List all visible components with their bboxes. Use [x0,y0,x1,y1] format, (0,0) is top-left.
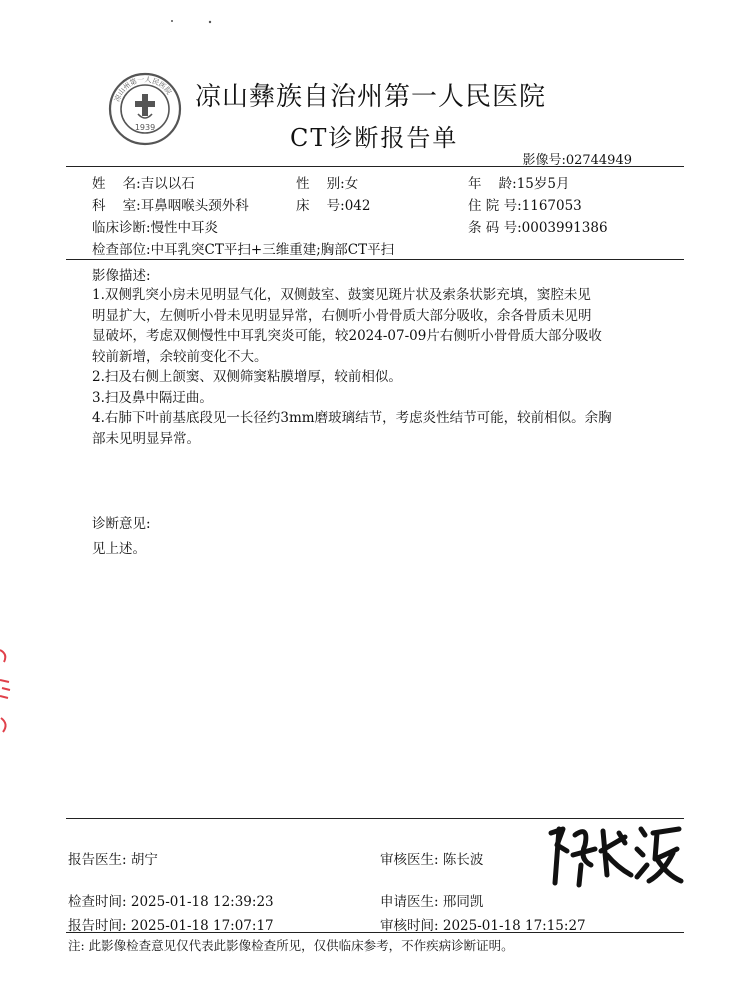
patient-bed-value: 042 [344,198,371,214]
exam-time-value: 2025-01-18 12:39:23 [130,894,274,910]
patient-dept-value: 耳鼻咽喉头颈外科 [140,198,249,214]
clinical-diagnosis-label: 临床诊断: [92,220,151,236]
disclaimer-note: 注: 此影像检查意见仅代表此影像检查所见，仅供临床参考，不作疾病诊断证明。 [68,938,514,953]
findings-line: 较前新增，余较前变化不大。 [92,348,268,365]
request-doctor-label: 申请医生: [380,894,439,910]
report-time [68,914,274,934]
reviewer-signature [545,815,685,890]
report-doctor-value: 胡宁 [130,852,158,868]
review-doctor [380,848,483,868]
exam-time-label: 检查时间: [68,894,127,910]
patient-bed [296,194,371,214]
findings-line: 明显扩大，左侧听小骨未见明显异常，右侧听小骨骨质大部分吸收，余各骨质未见明 [92,307,592,324]
footer-rule-bottom [66,932,684,933]
clinical-diagnosis [92,216,218,236]
patient-name [92,172,195,192]
header-rule [66,166,684,167]
impression-heading: 诊断意见: [92,516,151,532]
report-title: CT诊断报告单 [290,124,459,152]
exam-part [92,238,394,258]
report-time-label: 报告时间: [68,918,127,934]
report-doctor [68,848,158,868]
exam-part-label: 检查部位: [92,242,151,258]
findings-line: 3.扫及鼻中隔迂曲。 [92,389,213,406]
impression-text: 见上述。 [92,541,146,557]
review-time [380,914,586,934]
findings-heading: 影像描述: [92,268,151,284]
patient-age [468,172,570,192]
report-doctor-label: 报告医生: [68,852,127,868]
patient-name-value: 吉以以石 [140,176,195,192]
info-rule [66,259,684,260]
review-time-label: 审核时间: [380,918,439,934]
findings-text [92,285,672,449]
patient-sex [296,172,358,192]
report-time-value: 2025-01-18 17:07:17 [130,918,274,934]
patient-sex-value: 女 [344,176,359,192]
seal-year: 1939 [134,123,156,132]
patient-name-label: 姓 名: [92,176,141,192]
patient-bed-label: 床 号: [296,198,345,214]
patient-dept-label: 科 室: [92,198,141,214]
barcode-value: 0003991386 [521,220,608,236]
barcode [468,216,608,236]
findings-line: 4.右肺下叶前基底段见一长径约3mm磨玻璃结节，考虑炎性结节可能，较前相似。余胸 [92,410,612,426]
exam-part-value: 中耳乳突CT平扫+三维重建;胸部CT平扫 [150,242,395,258]
patient-sex-label: 性 别: [296,176,345,192]
image-number-label: 影像号: [522,153,566,168]
patient-inpatient-no [468,194,582,214]
request-doctor [380,890,483,910]
hospital-seal-icon [108,72,182,146]
patient-dept [92,194,249,214]
barcode-label: 条 码 号: [468,220,522,236]
patient-inpatient-value: 1167053 [521,198,582,214]
patient-age-value: 15岁5月 [516,176,570,192]
exam-time [68,890,274,910]
seal-arc-text: 凉山州第一人民医院 [113,75,173,103]
review-time-value: 2025-01-18 17:15:27 [442,918,586,934]
hospital-name: 凉山彝族自治州第一人民医院 [195,82,547,112]
request-doctor-value: 邢同凯 [442,894,484,910]
scan-specks [0,0,750,40]
review-doctor-value: 陈长波 [442,852,484,868]
red-stamp-fragment [0,640,14,750]
findings-line: 部未见明显异常。 [92,430,200,447]
image-number-value: 02744949 [565,153,632,168]
findings-line: 显破坏，考虑双侧慢性中耳乳突炎可能，较2024-07-09片右侧听小骨骨质大部分吸收 [92,328,602,344]
review-doctor-label: 审核医生: [380,852,439,868]
clinical-diagnosis-value: 慢性中耳炎 [150,220,219,236]
findings-line: 2.扫及右侧上颌窦、双侧筛窦粘膜增厚，较前相似。 [92,369,402,385]
findings-line: 1.双侧乳突小房未见明显气化，双侧鼓室、鼓窦见斑片状及索条状影充填，窦腔未见 [92,287,591,303]
patient-inpatient-label: 住 院 号: [468,198,522,214]
patient-age-label: 年 龄: [468,176,517,192]
